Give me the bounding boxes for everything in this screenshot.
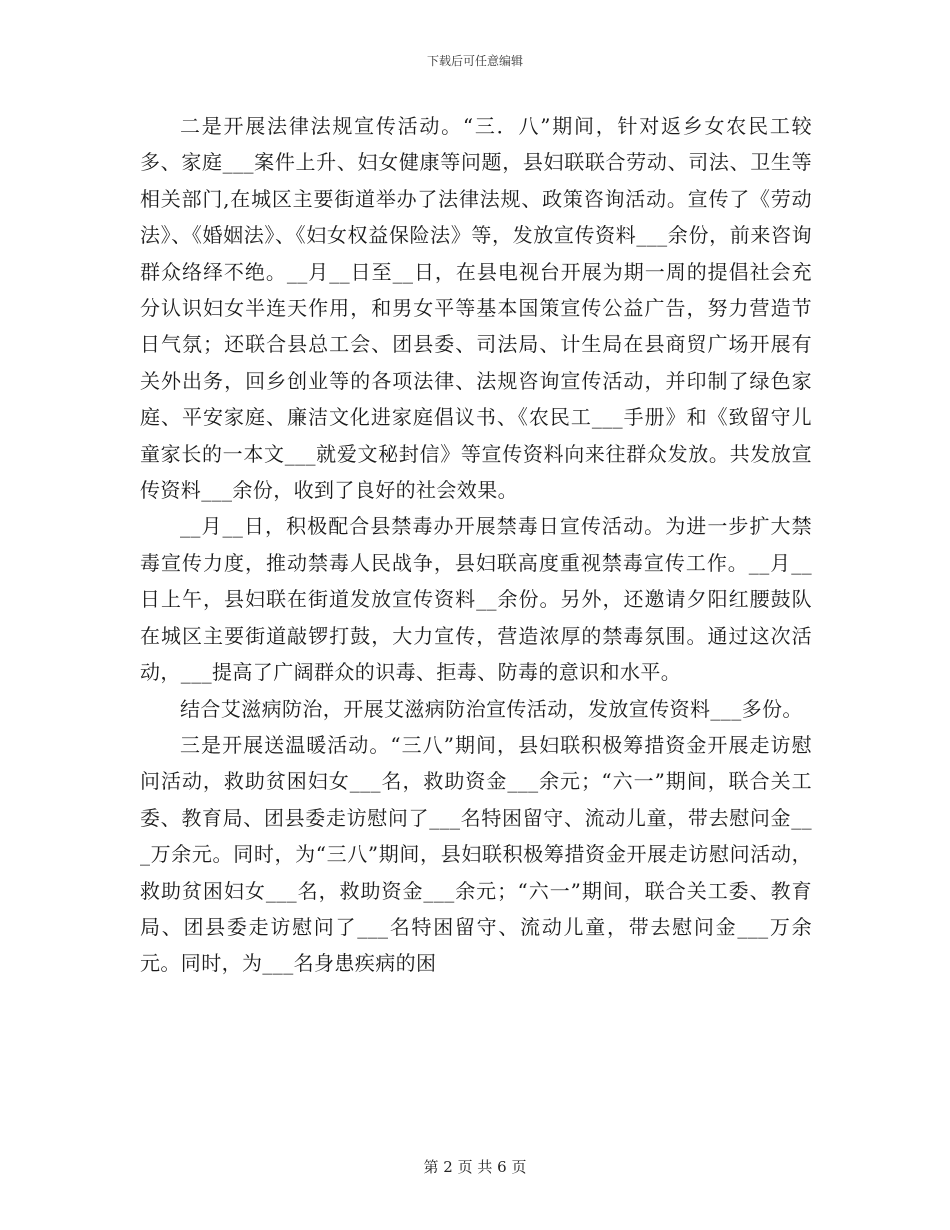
document-body <box>140 108 812 982</box>
paragraph-legal-publicity: 二是开展法律法规宣传活动。“三．八”期间，针对返乡女农民工较多、家庭___案件上升、妇女健康等问题，县妇联联合劳动、司法、卫生等相关部门,在城区主要街道举办了法律法规、政策咨询活动。宣传了《劳动法》、《婚姻法》、《妇女权益保险法》等，发放宣传资料___余份，前来咨询群众络绎不绝。__月__日至__日，在县电视台开展为期一周的提倡社会充分认识妇女半连天作用，和男女平等基本国策宣传公益广告，努力营造节日气氛；还联合县总工会、团县委、司法局、计生局在县商贸广场开展有关外出务，回乡创业等的各项法律、法规咨询宣传活动，并印制了绿色家庭、平安家庭、廉洁文化进家庭倡议书、《农民工___手册》和《致留守儿童家长的一本文___就爱文秘封信》等宣传资料向来往群众发放。共发放宣传资料___余份，收到了良好的社会效果。 <box>140 114 812 503</box>
page-number: 第 2 页 共 6 页 <box>423 1158 527 1176</box>
page-header: 下载后可任意编辑 <box>426 54 523 68</box>
paragraph-warmth-activities: 三是开展送温暖活动。“三八”期间，县妇联积极筹措资金开展走访慰问活动，救助贫困妇女___名，救助资金___余元；“六一”期间，联合关工委、教育局、团县委走访慰问了___名特困留守、流动儿童，带去慰问金___万余元。同时，为“三八”期间，县妇联积极筹措资金开展走访慰问活动，救助贫困妇女___名，救助资金___余元；“六一”期间，联合关工委、教育局、团县委走访慰问了___名特困留守、流动儿童，带去慰问金___万余元。同时，为___名身患疾病的困 <box>140 732 812 976</box>
paragraph-aids-prevention: 结合艾滋病防治，开展艾滋病防治宣传活动，发放宣传资料___多份。 <box>180 696 803 721</box>
paragraph-anti-drug-day: __月__日，积极配合县禁毒办开展禁毒日宣传活动。为进一步扩大禁毒宣传力度，推动禁毒人民战争，县妇联高度重视禁毒宣传工作。__月__日上午，县妇联在街道发放宣传资料__余份。另外，还邀请夕阳红腰鼓队在城区主要街道敲锣打鼓，大力宣传，营造浓厚的禁毒氛围。通过这次活动，___提高了广阔群众的识毒、拒毒、防毒的意识和水平。 <box>140 514 812 685</box>
